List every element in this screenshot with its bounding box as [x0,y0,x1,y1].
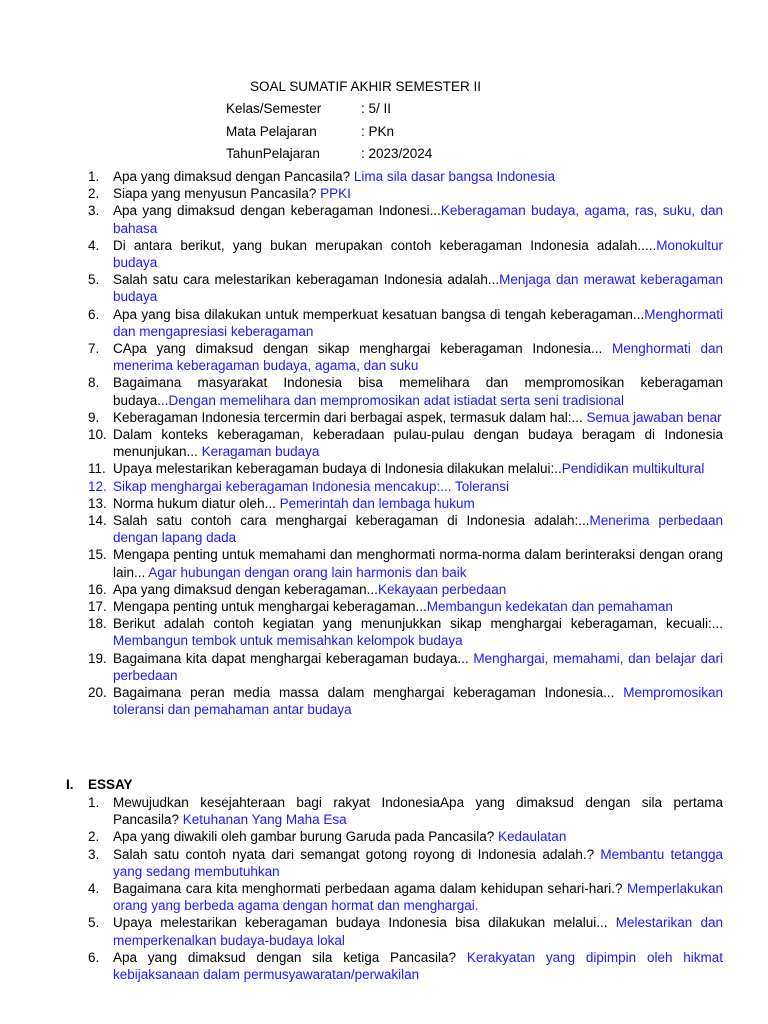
question-text: Apa yang dimaksud dengan keberagaman... [113,581,378,597]
list-item [0,794,723,828]
list-item [0,237,723,271]
list-item [0,615,723,649]
essay-question-list [0,794,768,983]
answer-text: Menjaga dan merawat keberagaman budaya [113,272,723,305]
meta-value: : 2023/2024 [361,146,433,161]
question-text: Apa yang dimaksud dengan keberagaman Indonesi... [113,203,441,219]
answer-text: Ketuhanan Yang Maha Esa [182,812,347,828]
item-number: 1. [88,169,100,184]
answer-text: Keberagaman budaya, agama, ras, suku, dan bahasa [113,203,723,236]
list-item [0,512,723,546]
item-number: 1. [88,795,100,810]
list-item [0,202,723,236]
list-item [0,546,723,580]
question-text: Apa yang diwakili oleh gambar burung Garuda pada Pancasila? [113,829,499,845]
list-item [0,650,723,684]
answer-text: Membangun tembok untuk memisahkan kelompok budaya [113,633,463,649]
answer-text: Toleransi [454,478,510,494]
list-item [0,478,723,495]
item-number: 14. [88,513,107,529]
question-text: Siapa yang menyusun Pancasila? [113,186,321,202]
list-item [0,828,723,845]
essay-title: ESSAY [88,777,133,792]
answer-text: Kerakyatan yang dipimpin oleh hikmat kebijaksanaan dalam permusyawaratan/perwakilan [113,949,723,983]
item-number: 5. [88,915,100,931]
item-number: 3. [88,203,100,219]
answer-text: Melestarikan dan memperkenalkan budaya-budaya lokal [113,915,723,948]
meta-label: TahunPelajaran [226,146,320,161]
item-number: 2. [88,829,100,845]
answer-text: Memperlakukan orang yang berbeda agama dengan hormat dan menghargai. [113,881,723,914]
question-text: Bagaimana peran media massa dalam menghargai keberagaman Indonesia... [113,685,624,701]
list-item [0,271,723,305]
list-item [0,914,723,948]
item-number: 11. [88,461,106,477]
question-text: CApa yang dimaksud dengan sikap menghargai keberagaman Indonesia... [113,341,612,357]
list-item [0,495,723,512]
item-number: 13. [88,495,107,511]
list-item [0,306,723,340]
question-text: Apa yang dimaksud dengan Pancasila? [113,169,354,184]
question-text: Salah satu cara melestarikan keberagaman Indonesia adalah... [113,272,500,288]
item-number: 6. [88,306,100,322]
question-text: Di antara berikut, yang bukan merupakan contoh keberagaman Indonesia adalah..... [113,237,657,253]
item-number: 20. [88,685,107,701]
question-text: Bagaimana masyarakat Indonesia bisa memelihara dan mempromosikan keberagaman budaya... [113,375,723,408]
answer-text: Lima sila dasar bangsa Indonesia [353,169,556,184]
answer-text: Membantu tetangga yang sedang membutuhkan [113,846,723,879]
list-item [0,460,723,477]
question-text: Upaya melestarikan keberagaman budaya Indonesia bisa dilakukan melalui... [113,915,616,931]
item-number: 10. [88,427,107,443]
item-number: 4. [88,237,100,253]
answer-text: Semua jawaban benar [586,409,722,425]
meta-value: : PKn [361,123,395,139]
question-text: Mengapa penting untuk memahami dan menghormati norma-norma dalam berinteraksi dengan orang lain... [113,547,723,580]
essay-heading [66,776,133,793]
answer-text: Keragaman budaya [201,444,320,460]
question-text: Apa yang bisa dilakukan untuk memperkuat kesatuan bangsa di tengah keberagaman... [113,306,645,322]
item-number: 3. [88,846,100,862]
question-text: Berikut adalah contoh kegiatan yang menunjukkan sikap menghargai keberagaman, kecuali:... [113,616,723,632]
item-number: 18. [88,616,107,632]
question-text: Bagaimana cara kita menghormati perbedaan agama dalam kehidupan sehari-hari.? [113,881,627,897]
meta-label: Kelas/Semester [226,101,322,116]
answer-text: Kedaulatan [498,829,567,845]
meta-row-subject [226,123,432,146]
question-list [0,168,768,719]
answer-text: Menerima perbedaan dengan lapang dada [113,513,723,546]
question-text: Upaya melestarikan keberagaman budaya di Indonesia dilakukan melalui:.. [113,461,562,477]
list-item [0,168,723,185]
meta-row-year [226,145,432,168]
item-number: 16. [88,581,107,597]
question-text: Mewujudkan kesejahteraan bagi rakyat IndonesiaApa yang dimaksud dengan sila pertama Pancasila? [113,795,723,828]
answer-text: PPKI [320,186,351,202]
item-number: 19. [88,650,107,666]
answer-text: Dengan memelihara dan mempromosikan adat istiadat serta seni tradisional [168,392,625,408]
list-item [0,581,723,598]
answer-text: Menghormati dan mengapresiasi keberagaman [113,306,723,339]
question-text: Sikap menghargai keberagaman Indonesia mencakup:... [113,478,455,494]
item-number: 12. [88,478,107,494]
list-item [0,340,723,374]
list-item [0,409,723,426]
question-text: Salah satu contoh cara menghargai keberagaman di Indonesia adalah:... [113,513,590,529]
list-item [0,949,723,983]
item-number: 2. [88,186,100,202]
question-text: Bagaimana kita dapat menghargai keberagaman budaya... [113,650,474,666]
list-item [0,185,723,202]
answer-text: Monokultur budaya [113,237,723,271]
question-text: Keberagaman Indonesia tercermin dari berbagai aspek, termasuk dalam hal:... [113,409,587,425]
answer-text: Pemerintah dan lembaga hukum [279,495,475,511]
item-number: 17. [88,599,107,615]
answer-text: Menghargai, memahami, dan belajar dari perbedaan [113,650,723,683]
item-number: 8. [88,375,100,391]
answer-text: Pendidikan multikultural [561,461,705,477]
meta-row-class [226,100,432,123]
answer-text: Agar hubungan dengan orang lain harmonis dan baik [148,564,467,580]
item-number: 4. [88,881,100,897]
document-meta [226,100,432,168]
item-number: 7. [88,341,100,357]
list-item [0,880,723,914]
item-number: 6. [88,949,100,965]
question-text: Norma hukum diatur oleh... [113,495,280,511]
question-text: Apa yang dimaksud dengan sila ketiga Pancasila? [113,949,467,965]
question-text: Mengapa penting untuk menghargai keberagaman... [113,599,427,615]
answer-text: Kekayaan perbedaan [377,581,507,597]
essay-roman-numeral: I. [66,777,74,792]
list-item [0,684,723,718]
question-text: Salah satu contoh nyata dari semangat gotong royong di Indonesia adalah.? [113,846,601,862]
list-item [0,598,723,615]
list-item [0,846,723,880]
item-number: 15. [88,547,107,563]
answer-text: Menghormati dan menerima keberagaman budaya, agama, dan suku [113,341,724,374]
question-text: Dalam konteks keberagaman, keberadaan pulau-pulau dengan budaya beragam di Indonesia menunjukan... [113,427,723,460]
list-item [0,374,723,408]
item-number: 5. [88,272,100,288]
answer-text: Membangun kedekatan dan pemahaman [426,599,673,615]
list-item [0,426,723,460]
meta-value: : 5/ II [361,101,392,116]
item-number: 9. [88,409,100,425]
document-title: SOAL SUMATIF AKHIR SEMESTER II [250,79,482,94]
meta-label: Mata Pelajaran [226,123,317,139]
answer-text: Mempromosikan toleransi dan pemahaman antar budaya [113,685,723,718]
